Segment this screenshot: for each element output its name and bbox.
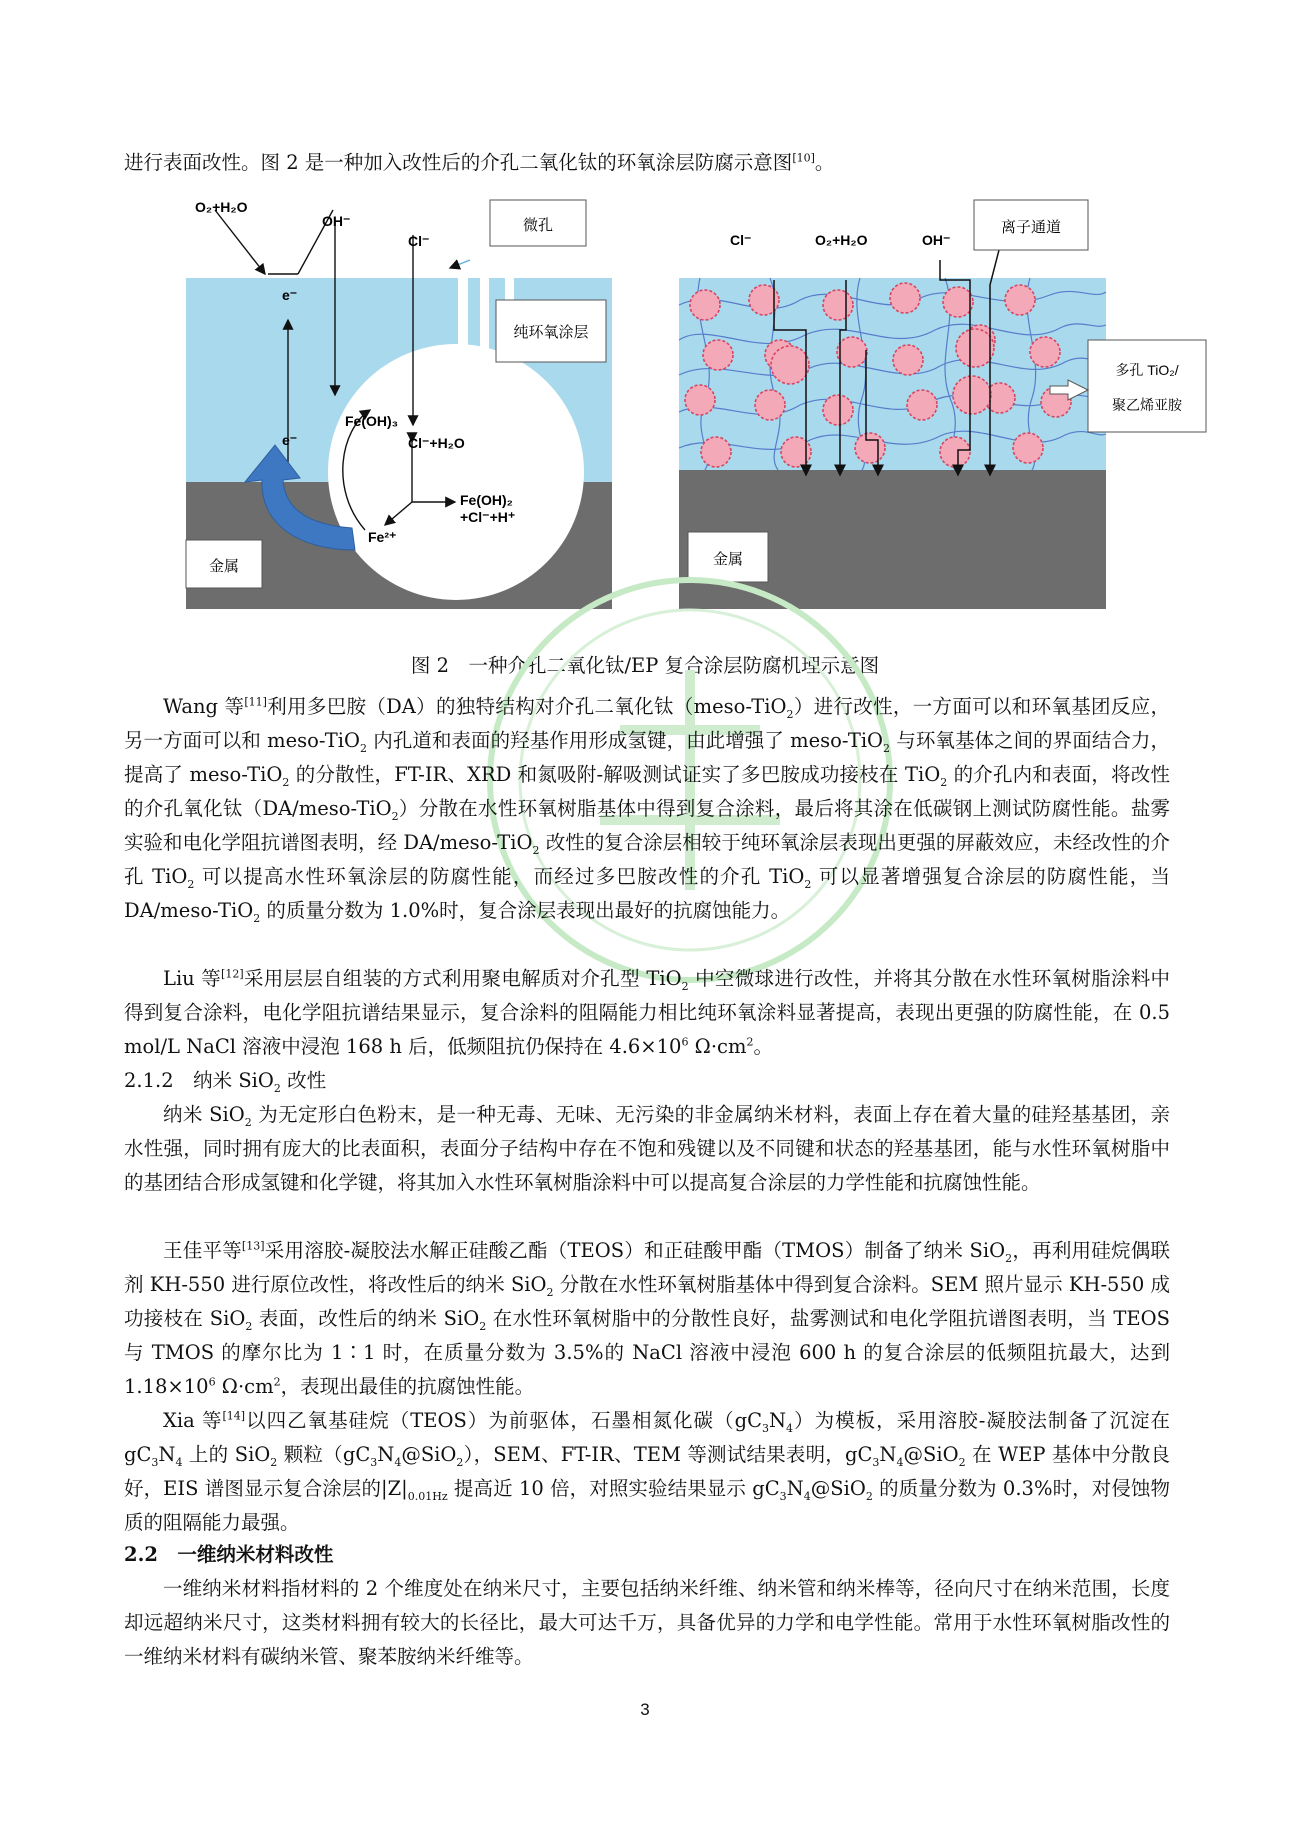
porous-tio2-box-label-1: 多孔 TiO₂/	[1115, 362, 1179, 378]
micropore-box-label: 微孔	[522, 217, 554, 234]
intro-line: 进行表面改性。图 2 是一种加入改性后的介孔二氧化钛的环氧涂层防腐示意图[10]。	[124, 151, 835, 174]
figure-2	[0, 190, 1290, 630]
right-metal-box-label: 金属	[712, 551, 744, 568]
right-oh-label: OH⁻	[922, 232, 951, 248]
clh2o-label: Cl⁻+H₂O	[408, 435, 465, 451]
corrosion-pit-circle	[328, 344, 584, 600]
figure-caption: 图 2 一种介孔二氧化钛/EP 复合涂层防腐机理示意图	[410, 654, 880, 677]
para-liu: Liu 等[12]采用层层自组装的方式利用聚电解质对介孔型 TiO$_2$ 中空微球进行改性，并将其分散在水性环氧树脂涂料中得到复合涂料，电化学阻抗谱结果显示，复合涂料的阻隔能力相比纯环氧涂料显著提高，表现出更强的防腐性能，在 0.5 mol/L NaCl 溶液中浸泡 168 h 后，低频阻抗仍保持在 $4.6\times 10^6$ $\Omega\cdot cm^2$。	[124, 967, 1170, 1058]
left-o2h2o-label: O₂+H₂O	[195, 199, 248, 215]
page-number: 3	[640, 1700, 650, 1719]
para-wangjiaping: 王佳平等[13]采用溶胶-凝胶法水解正硅酸乙酯（TEOS）和正硅酸甲酯（TMOS）制备了纳米 SiO$_2$，再利用硅烷偶联剂 KH-550 进行原位改性，将改性后的纳米 SiO$_2$ 分散在水性环氧树脂基体中得到复合涂料。SEM 照片显示 KH-550 成功接枝在 SiO$_2$ 表面，改性后的纳米 SiO$_2$ 在水性环氧树脂中的分散性良好，盐雾测试和电化学阻抗谱图表明，当 TEOS 与 TMOS 的摩尔比为 1∶1 时，在质量分数为 3.5%的 NaCl 溶液中浸泡 600 h 的复合涂层的低频阻抗最大，达到 $1.18\times 10^6$ $\Omega\cdot cm^2$，表现出最佳的抗腐蚀性能。	[124, 1239, 1171, 1398]
porous-tio2-box	[1088, 340, 1206, 432]
ion-channel-box-label: 离子通道	[1000, 219, 1062, 236]
porous-tio2-box-label-2: 聚乙烯亚胺	[1112, 397, 1182, 413]
para-xia: Xia 等[14]以四乙氧基硅烷（TEOS）为前驱体，石墨相氮化碳$(gC_3N_4)$为模板，采用溶胶-凝胶法制备了沉淀在 $gC_3N_4$ 上的 SiO$_2$ 颗粒$(gC_3N_4@SiO_2)$，SEM、FT-IR、TEM 等测试结果表明，$gC_3N_4@SiO_2$ 在 WEP 基体中分散良好，EIS 谱图显示复合涂层的$|Z|_{0.01Hz}$ 提高近 10 倍，对照实验结果显示 $gC_3N_4@SiO_2$ 的质量分数为 0.3%时，对侵蚀物质的阻隔能力最强。	[124, 1409, 1171, 1534]
feoh3-label: Fe(OH)₃	[345, 413, 399, 429]
left-oh-label: OH⁻	[322, 213, 351, 229]
left-metal-box-label: 金属	[208, 558, 240, 575]
left-cl-label: Cl⁻	[408, 233, 430, 249]
electron-label-bottom: e⁻	[282, 432, 298, 448]
right-cl-label: Cl⁻	[730, 232, 752, 248]
coating-box-label: 纯环氧涂层	[513, 324, 589, 341]
feoh2-label: Fe(OH)₂	[460, 492, 513, 508]
para-1d-nano: 一维纳米材料指材料的 2 个维度处在纳米尺寸，主要包括纳米纤维、纳米管和纳米棒等，径向尺寸在纳米范围，长度却远超纳米尺寸，这类材料拥有较大的长径比，最大可达千万，具备优异的力学和电学性能。常用于水性环氧树脂改性的一维纳米材料有碳纳米管、聚苯胺纳米纤维等。	[124, 1577, 1170, 1668]
heading-2-2: 2.2 一维纳米材料改性	[124, 1543, 334, 1566]
para-wang: Wang 等[11]利用多巴胺（DA）的独特结构对介孔二氧化钛（meso-TiO$_2$）进行改性，一方面可以和环氧基团反应，另一方面可以和 meso-TiO$_2$ 内孔道和表面的羟基作用形成氢键，由此增强了 meso-TiO$_2$ 与环氧基体之间的界面结合力，提高了 meso-TiO$_2$ 的分散性，FT-IR、XRD 和氮吸附-解吸测试证实了多巴胺成功接枝在 TiO$_2$ 的介孔内和表面，将改性的介孔氧化钛（DA/meso-TiO$_2$）分散在水性环氧树脂基体中得到复合涂料，最后将其涂在低碳钢上测试防腐性能。盐雾实验和电化学阻抗谱图表明，经 DA/meso-TiO$_2$ 改性的复合涂层相较于纯环氧涂层表现出更强的屏蔽效应，未经改性的介孔 TiO$_2$ 可以提高水性环氧涂层的防腐性能，而经过多巴胺改性的介孔 TiO$_2$ 可以显著增强复合涂层的防腐性能，当 DA/meso-TiO$_2$ 的质量分数为 1.0%时，复合涂层表现出最好的抗腐蚀能力。	[124, 695, 1171, 925]
feoh2-label-2: +Cl⁻+H⁺	[460, 509, 516, 525]
para-sio2: 纳米 SiO$_2$ 为无定形白色粉末，是一种无毒、无味、无污染的非金属纳米材料，表面上存在着大量的硅羟基基团，亲水性强，同时拥有庞大的比表面积，表面分子结构中存在不饱和残键以及不同键和状态的羟基基团，能与水性环氧树脂中的基团结合形成氢键和化学键，将其加入水性环氧树脂涂料中可以提高复合涂层的力学性能和抗腐蚀性能。	[124, 1103, 1170, 1194]
fe2-label: Fe²⁺	[368, 529, 397, 545]
right-o2h2o-label: O₂+H₂O	[815, 232, 868, 248]
heading-2-1-2: 2.1.2 纳米 SiO$_2$ 改性	[124, 1069, 327, 1095]
electron-label-top: e⁻	[282, 287, 298, 303]
